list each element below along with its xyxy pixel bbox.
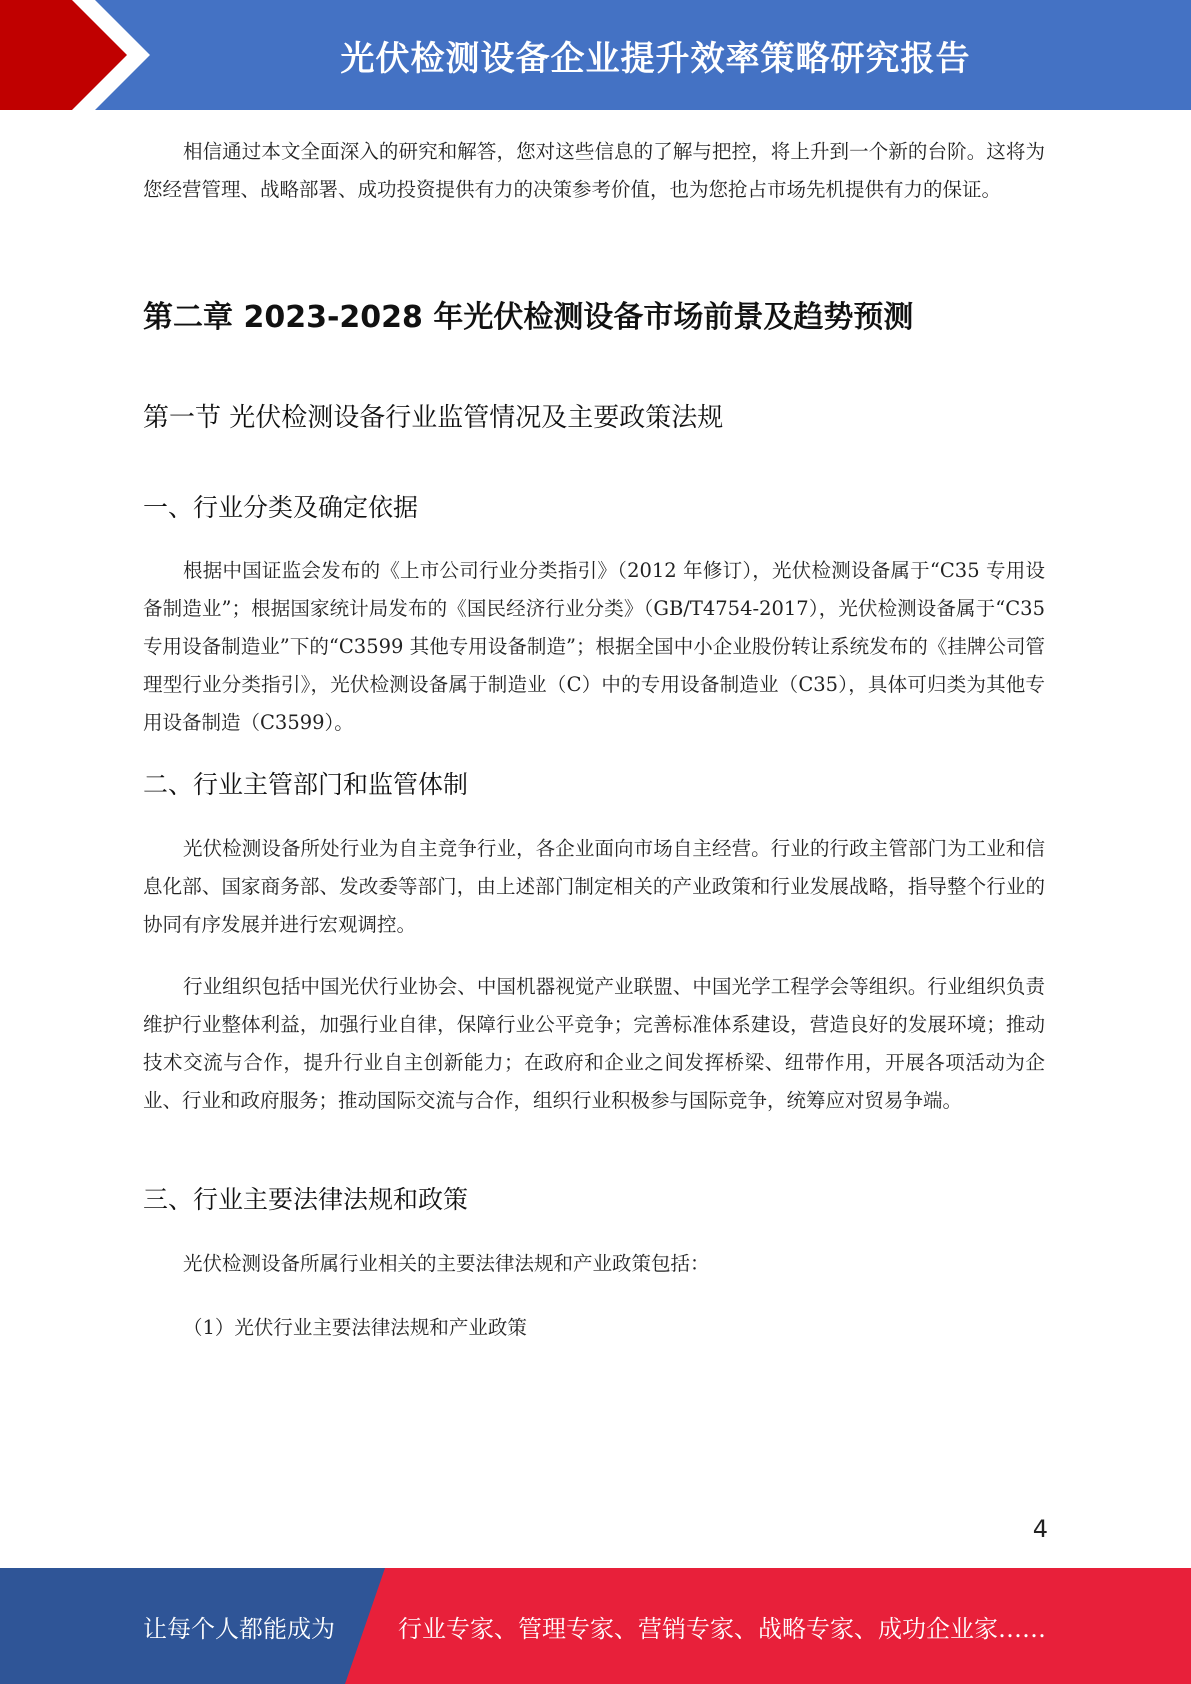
subsection-title-classification: 一、行业分类及确定依据: [143, 493, 419, 522]
industry-organizations-paragraph: 行业组织包括中国光伏行业协会、中国机器视觉产业联盟、中国光学工程学会等组织。行业组织负责维护行业整体利益，加强行业自律，保障行业公平竞争；完善标准体系建设，营造良好的发展环境；推动技术交流与合作，提升行业自主创新能力；在政府和企业之间发挥桥梁、纽带作用，开展各项活动为企业、行业和政府服务；推动国际交流与合作，组织行业积极参与国际竞争，统筹应对贸易争端。: [143, 975, 1045, 1112]
page-number: 4: [1032, 1515, 1048, 1543]
footer-slogan-left: 让每个人都能成为: [143, 1614, 335, 1643]
chapter-title: 第二章 2023-2028 年光伏检测设备市场前景及趋势预测: [143, 300, 914, 335]
subsection-title-laws: 三、行业主要法律法规和政策: [143, 1185, 469, 1214]
laws-intro-paragraph: 光伏检测设备所属行业相关的主要法律法规和产业政策包括：: [183, 1252, 710, 1275]
classification-paragraph: 根据中国证监会发布的《上市公司行业分类指引》（2012 年修订），光伏检测设备属于“C35 专用设备制造业”；根据国家统计局发布的《国民经济行业分类》（GB/T4754-2017），光伏检测设备属于“C35 专用设备制造业”下的“C3599 其他专用设备制造”；根据全国中小企业股份转让系统发布的《挂牌公司管理型行业分类指引》，光伏检测设备属于制造业（C）中的专用设备制造业（C35），具体可归类为其他专用设备制造（C3599）。: [143, 559, 1045, 734]
section-title: 第一节 光伏检测设备行业监管情况及主要政策法规: [143, 403, 724, 433]
laws-list-item: （1）光伏行业主要法律法规和产业政策: [183, 1316, 527, 1339]
intro-paragraph: 相信通过本文全面深入的研究和解答，您对这些信息的了解与把控，将上升到一个新的台阶。这将为您经营管理、战略部署、成功投资提供有力的决策参考价值，也为您抢占市场先机提供有力的保证。: [143, 140, 1045, 201]
report-title: 光伏检测设备企业提升效率策略研究报告: [340, 38, 971, 79]
subsection-title-regulators: 二、行业主管部门和监管体制: [143, 770, 469, 799]
footer-slogan-right: 行业专家、管理专家、营销专家、战略专家、成功企业家……: [398, 1614, 1046, 1643]
page-footer: [0, 1568, 1191, 1684]
page-header: [0, 0, 1191, 110]
regulators-paragraph: 光伏检测设备所处行业为自主竞争行业，各企业面向市场自主经营。行业的行政主管部门为工业和信息化部、国家商务部、发改委等部门，由上述部门制定相关的产业政策和行业发展战略，指导整个行业的协同有序发展并进行宏观调控。: [143, 837, 1045, 936]
